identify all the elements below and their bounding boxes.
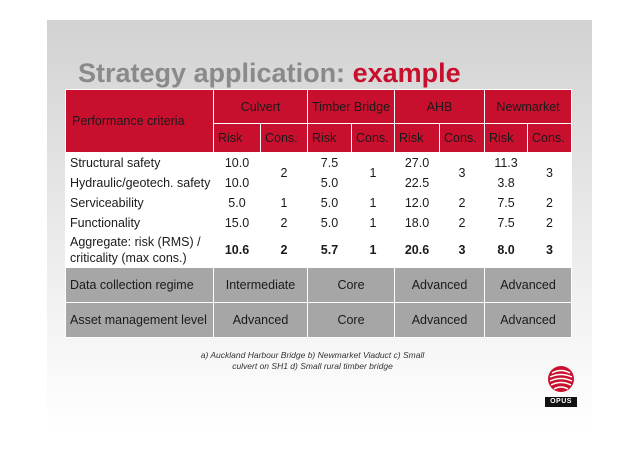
risk-cell: 20.6 xyxy=(395,233,440,268)
risk-cell: 18.0 xyxy=(395,213,440,233)
level-cell: Advanced xyxy=(395,303,485,338)
row-label: Aggregate: risk (RMS) / criticality (max cons.) xyxy=(66,233,214,268)
subheader-cons: Cons. xyxy=(352,124,395,153)
risk-cell: 5.0 xyxy=(308,193,352,213)
risk-cell: 5.0 xyxy=(308,213,352,233)
criteria-header: Performance criteria xyxy=(66,90,214,153)
image-caption: a) Auckland Harbour Bridge b) Newmarket Viaduct c) Small culvert on SH1 d) Small rural timber bridge xyxy=(200,350,425,371)
level-cell: Advanced xyxy=(485,303,572,338)
risk-cell: 10.0 xyxy=(214,173,261,193)
cons-cell: 1 xyxy=(352,233,395,268)
header-row-groups xyxy=(66,90,572,124)
table-row xyxy=(66,193,572,213)
cons-cell: 3 xyxy=(440,153,485,193)
risk-cell: 27.0 xyxy=(395,153,440,173)
cons-cell: 1 xyxy=(352,193,395,213)
risk-cell: 10.0 xyxy=(214,153,261,173)
title-accent: example xyxy=(352,58,461,88)
risk-cell: 7.5 xyxy=(485,193,528,213)
risk-cell: 5.7 xyxy=(308,233,352,268)
row-label: Structural safety xyxy=(66,153,214,173)
opus-swirl-icon xyxy=(546,363,576,395)
cons-cell: 3 xyxy=(528,153,572,193)
risk-cell: 7.5 xyxy=(308,153,352,173)
cons-cell: 2 xyxy=(440,193,485,213)
subheader-cons: Cons. xyxy=(440,124,485,153)
group-ahb: AHB xyxy=(395,90,485,124)
risk-cell: 5.0 xyxy=(214,193,261,213)
cons-cell: 3 xyxy=(440,233,485,268)
table-row xyxy=(66,173,572,193)
row-label: Data collection regime xyxy=(66,268,214,303)
group-timber-bridge: Timber Bridge xyxy=(308,90,395,124)
risk-cell: 11.3 xyxy=(485,153,528,173)
cons-cell: 2 xyxy=(261,233,308,268)
opus-logo xyxy=(545,363,577,413)
subheader-risk: Risk xyxy=(395,124,440,153)
regime-cell: Advanced xyxy=(485,268,572,303)
risk-cell: 5.0 xyxy=(308,173,352,193)
cons-cell: 1 xyxy=(352,153,395,193)
risk-cell: 7.5 xyxy=(485,213,528,233)
cons-cell: 3 xyxy=(528,233,572,268)
cons-cell: 1 xyxy=(352,213,395,233)
subheader-cons: Cons. xyxy=(261,124,308,153)
slide-title xyxy=(78,58,461,89)
level-cell: Core xyxy=(308,303,395,338)
regime-cell: Core xyxy=(308,268,395,303)
row-label: Hydraulic/geotech. safety xyxy=(66,173,214,193)
cons-cell: 2 xyxy=(261,213,308,233)
cons-cell: 2 xyxy=(261,153,308,193)
risk-cell: 12.0 xyxy=(395,193,440,213)
row-label: Asset management level xyxy=(66,303,214,338)
cons-cell: 1 xyxy=(261,193,308,213)
subheader-risk: Risk xyxy=(485,124,528,153)
risk-cell: 15.0 xyxy=(214,213,261,233)
strategy-table xyxy=(65,89,572,338)
title-main: Strategy application: xyxy=(78,58,353,88)
regime-cell: Intermediate xyxy=(214,268,308,303)
subheader-risk: Risk xyxy=(214,124,261,153)
group-culvert: Culvert xyxy=(214,90,308,124)
group-newmarket: Newmarket xyxy=(485,90,572,124)
regime-cell: Advanced xyxy=(395,268,485,303)
risk-cell: 22.5 xyxy=(395,173,440,193)
risk-cell: 10.6 xyxy=(214,233,261,268)
row-label: Functionality xyxy=(66,213,214,233)
table-row xyxy=(66,213,572,233)
asset-management-row xyxy=(66,303,572,338)
row-label: Serviceability xyxy=(66,193,214,213)
cons-cell: 2 xyxy=(528,213,572,233)
subheader-cons: Cons. xyxy=(528,124,572,153)
risk-cell: 8.0 xyxy=(485,233,528,268)
aggregate-row xyxy=(66,233,572,268)
data-collection-row xyxy=(66,268,572,303)
table-row xyxy=(66,153,572,173)
cons-cell: 2 xyxy=(528,193,572,213)
cons-cell: 2 xyxy=(440,213,485,233)
risk-cell: 3.8 xyxy=(485,173,528,193)
logo-text: OPUS xyxy=(545,397,577,407)
subheader-risk: Risk xyxy=(308,124,352,153)
level-cell: Advanced xyxy=(214,303,308,338)
